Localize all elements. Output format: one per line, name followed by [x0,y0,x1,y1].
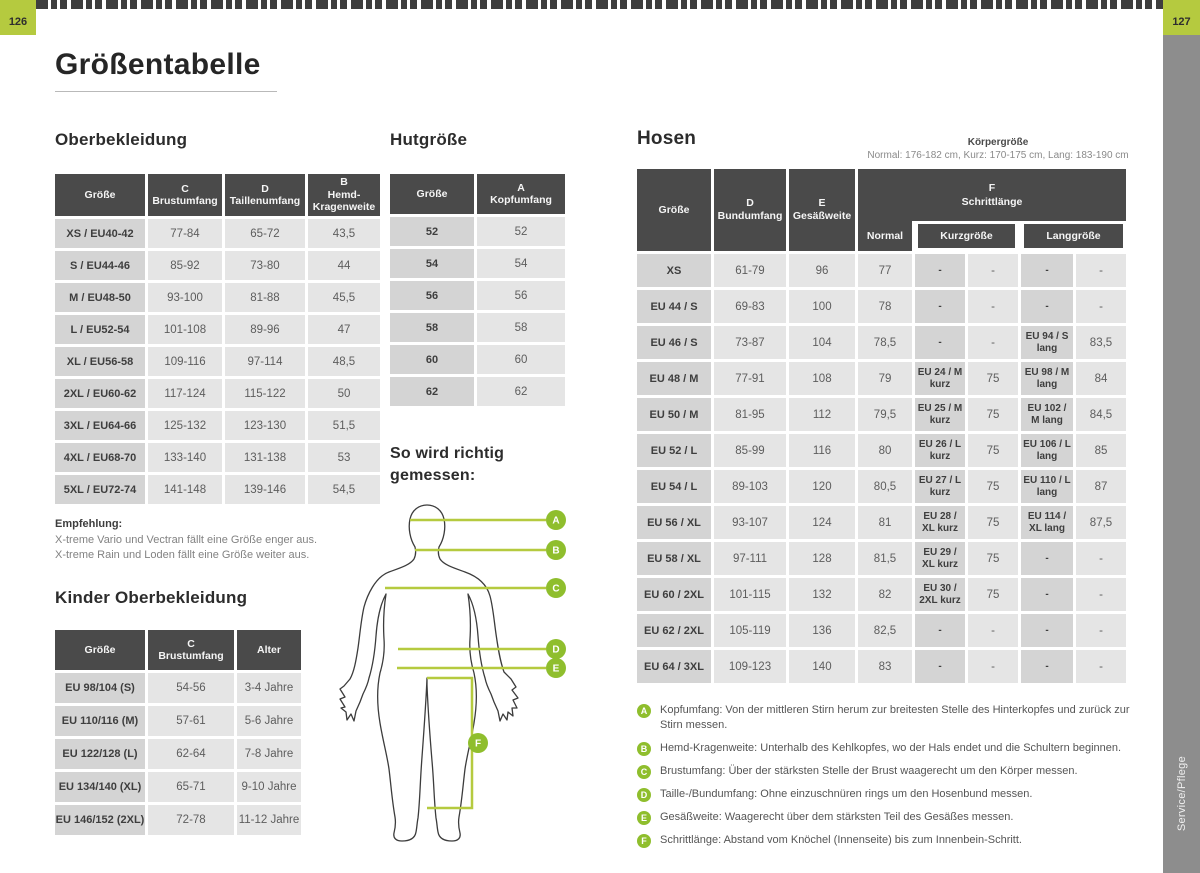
value-cell: 79,5 [858,398,912,431]
value-cell: 75 [968,542,1018,575]
value-cell: 82,5 [858,614,912,647]
size-cell: EU 56 / XL [637,506,711,539]
table-header-cell [148,174,222,216]
value-cell: 53 [308,443,380,472]
value-cell: 62-64 [148,739,234,769]
column-letter: E [818,197,826,209]
value-cell: 81,5 [858,542,912,575]
legend-text: Taille-/Bundumfang: Ohne einzuschnüren rings um den Hosenbund messen. [660,788,1033,800]
value-cell: 5-6 Jahre [237,706,301,736]
value-cell: 97-114 [225,347,305,376]
table-header-cell [477,174,565,214]
value-cell: 132 [789,578,855,611]
size-cell: EU 122/128 (L) [55,739,145,769]
page-number-right: 127 [1163,0,1200,35]
table-header-cell [637,169,711,251]
size-cell: 5XL / EU72-74 [55,475,145,504]
value-cell: 79 [858,362,912,395]
svg-text:B: B [552,545,560,557]
value-cell: 139-146 [225,475,305,504]
value-cell: 83,5 [1076,326,1126,359]
value-cell: 117-124 [148,379,222,408]
legend-badge: F [637,834,651,848]
measure-badge-c [546,578,566,598]
value-cell: 112 [789,398,855,431]
column-label: Bundumfang [717,210,783,222]
subheader-langgroesse: Langgröße [1021,221,1126,251]
size-cell: EU 26 / L kurz [915,434,965,467]
schrittlaenge-header-group [858,169,1126,251]
size-cell: - [1021,254,1073,287]
koerpergroesse-note [867,137,1129,161]
value-cell: 120 [789,470,855,503]
value-cell: 77-84 [148,219,222,248]
legend-item [637,764,1145,779]
svg-text:C: C [552,583,560,595]
size-cell: EU 134/140 (XL) [55,772,145,802]
koerpergroesse-info: Normal: 176-182 cm, Kurz: 170-175 cm, Lang: 183-190 cm [867,150,1129,161]
hosen-table-header [637,169,1129,251]
measure-badge-d [546,639,566,659]
value-cell: 141-148 [148,475,222,504]
size-cell: L / EU52-54 [55,315,145,344]
value-cell: 56 [477,281,565,310]
value-cell: 81-88 [225,283,305,312]
value-cell: 93-107 [714,506,786,539]
hosen-heading: Hosen [637,128,697,149]
legend-badge: C [637,765,651,779]
legend-text: Gesäßweite: Waagerecht über dem stärksten Teil des Gesäßes messen. [660,811,1014,823]
page-number-left: 126 [0,0,36,35]
koerpergroesse-title: Körpergröße [967,137,1029,148]
value-cell: 133-140 [148,443,222,472]
svg-text:F: F [474,738,482,750]
size-cell: - [1021,614,1073,647]
value-cell: 57-61 [148,706,234,736]
measure-badge-b [546,540,566,560]
value-cell: 52 [477,217,565,246]
column-label: Brustumfang [152,195,218,207]
value-cell: 54 [477,249,565,278]
value-cell: 73-80 [225,251,305,280]
legend-badge: A [637,704,651,718]
value-cell: 77-91 [714,362,786,395]
legend-badge: D [637,788,651,802]
measure-badge-f [468,733,488,753]
value-cell: 65-72 [225,219,305,248]
value-cell: - [1076,614,1126,647]
value-cell: 58 [477,313,565,342]
size-cell: 58 [390,313,474,342]
size-cell: - [1021,542,1073,575]
value-cell: 78 [858,290,912,323]
size-cell: EU 48 / M [637,362,711,395]
size-cell: EU 58 / XL [637,542,711,575]
column-label: Alter [257,643,281,656]
value-cell: 54,5 [308,475,380,504]
size-cell: EU 110 / L lang [1021,470,1073,503]
value-cell: 89-96 [225,315,305,344]
svg-text:E: E [552,663,560,675]
hutgroesse-table [390,174,566,406]
value-cell: 84 [1076,362,1126,395]
size-cell: EU 25 / M kurz [915,398,965,431]
column-label: Gesäßweite [792,210,852,222]
value-cell: 3-4 Jahre [237,673,301,703]
value-cell: - [968,614,1018,647]
value-cell: 69-83 [714,290,786,323]
value-cell: - [968,254,1018,287]
section-tab-label: Service/Pflege [1175,755,1188,831]
table-header-cell [390,174,474,214]
hosen-section [637,128,1129,683]
size-cell: EU 62 / 2XL [637,614,711,647]
oberbekleidung-heading: Oberbekleidung [55,130,188,149]
value-cell: 44 [308,251,380,280]
oberbekleidung-table [55,174,380,504]
table-header-cell [714,169,786,251]
value-cell: 136 [789,614,855,647]
hutgroesse-heading: Hutgröße [390,130,468,149]
page-top-pattern [36,0,1163,9]
value-cell: 7-8 Jahre [237,739,301,769]
size-cell: - [915,650,965,683]
column-label: Größe [416,187,448,200]
value-cell: - [1076,578,1126,611]
value-cell: 73-87 [714,326,786,359]
size-cell: 62 [390,377,474,406]
value-cell: 85-99 [714,434,786,467]
column-label: Kopfumfang [490,194,552,206]
size-cell: - [1021,650,1073,683]
value-cell: 84,5 [1076,398,1126,431]
subheader-kurzgroesse: Kurzgröße [915,221,1018,251]
column-label: Brustumfang [158,650,224,662]
size-cell: EU 50 / M [637,398,711,431]
value-cell: 11-12 Jahre [237,805,301,835]
size-cell: EU 44 / S [637,290,711,323]
size-cell: EU 106 / L lang [1021,434,1073,467]
size-cell: EU 29 / XL kurz [915,542,965,575]
measurement-legend [637,703,1145,856]
table-header-cell [225,174,305,216]
size-cell: EU 24 / M kurz [915,362,965,395]
kinder-heading: Kinder Oberbekleidung [55,588,248,607]
value-cell: - [1076,542,1126,575]
table-header-cell [148,630,234,670]
size-cell: - [915,254,965,287]
value-cell: 128 [789,542,855,575]
value-cell: 115-122 [225,379,305,408]
size-cell: S / EU44-46 [55,251,145,280]
value-cell: 80 [858,434,912,467]
value-cell: 101-108 [148,315,222,344]
value-cell: 9-10 Jahre [237,772,301,802]
value-cell: 54-56 [148,673,234,703]
messen-heading: So wird richtig gemessen: [390,445,505,484]
legend-item [637,833,1145,848]
column-label: Größe [84,643,116,656]
value-cell: 78,5 [858,326,912,359]
legend-item [637,741,1145,756]
value-cell: 104 [789,326,855,359]
value-cell: 82 [858,578,912,611]
value-cell: 77 [858,254,912,287]
size-cell: 4XL / EU68-70 [55,443,145,472]
body-measurement-diagram [330,495,575,847]
hosen-table [637,254,1129,683]
svg-text:A: A [552,515,560,527]
value-cell: 85-92 [148,251,222,280]
table-header-cell [55,630,145,670]
size-cell: - [915,326,965,359]
size-cell: EU 102 / M lang [1021,398,1073,431]
size-cell: EU 146/152 (2XL) [55,805,145,835]
measure-badge-e [546,658,566,678]
value-cell: 45,5 [308,283,380,312]
table-header-cell [55,174,145,216]
legend-text: Hemd-Kragenweite: Unterhalb des Kehlkopfes, wo der Hals endet und die Schultern beginnen. [660,742,1122,754]
page-title: Größentabelle [55,48,277,92]
column-letter: F [988,182,996,194]
size-cell: 2XL / EU60-62 [55,379,145,408]
legend-text: Schrittlänge: Abstand vom Knöchel (Innenseite) bis zum Innenbein-Schritt. [660,834,1022,846]
value-cell: 75 [968,362,1018,395]
legend-item [637,703,1145,733]
column-letter: C [187,637,195,650]
legend-text: Kopfumfang: Von der mittleren Stirn herum zur breitesten Stelle des Hinterkopfes und zurück zur Stirn messen. [660,704,1130,731]
column-label: Schrittlänge [961,196,1023,208]
column-letter: A [517,181,525,194]
value-cell: - [1076,290,1126,323]
hutgroesse-section [390,130,566,406]
empfehlung-line: X-treme Vario und Vectran fällt eine Größe enger aus. [55,534,318,546]
value-cell: 72-78 [148,805,234,835]
column-label: Taillenumfang [229,195,301,207]
table-header-cell [237,630,301,670]
value-cell: - [1076,650,1126,683]
value-cell: 131-138 [225,443,305,472]
size-cell: - [915,290,965,323]
size-cell: EU 28 / XL kurz [915,506,965,539]
value-cell: 109-123 [714,650,786,683]
value-cell: 51,5 [308,411,380,440]
value-cell: 123-130 [225,411,305,440]
value-cell: 60 [477,345,565,374]
section-tab-service-pflege [1163,35,1200,873]
size-cell: 54 [390,249,474,278]
size-cell: XS [637,254,711,287]
column-letter: C [181,182,189,195]
size-cell: EU 114 / XL lang [1021,506,1073,539]
value-cell: - [968,650,1018,683]
value-cell: - [968,290,1018,323]
value-cell: 89-103 [714,470,786,503]
size-cell: - [1021,290,1073,323]
size-cell: 3XL / EU64-66 [55,411,145,440]
column-label: Größe [84,188,116,201]
body-silhouette [340,505,518,841]
value-cell: 124 [789,506,855,539]
value-cell: 43,5 [308,219,380,248]
value-cell: - [1076,254,1126,287]
size-cell: 52 [390,217,474,246]
value-cell: 125-132 [148,411,222,440]
value-cell: 87,5 [1076,506,1126,539]
value-cell: 109-116 [148,347,222,376]
size-cell: EU 52 / L [637,434,711,467]
value-cell: 75 [968,470,1018,503]
size-cell: EU 98 / M lang [1021,362,1073,395]
legend-item [637,787,1145,802]
column-letter: B [340,176,348,189]
value-cell: 101-115 [714,578,786,611]
column-letter: D [261,182,269,195]
value-cell: 93-100 [148,283,222,312]
size-cell: EU 94 / S lang [1021,326,1073,359]
value-cell: 96 [789,254,855,287]
size-cell: XL / EU56-58 [55,347,145,376]
value-cell: 80,5 [858,470,912,503]
table-header-cell [789,169,855,251]
size-cell: EU 64 / 3XL [637,650,711,683]
legend-badge: E [637,811,651,825]
subheader-normal: Normal [858,221,912,251]
kinder-table [55,630,301,835]
size-cell: - [915,614,965,647]
size-cell: XS / EU40-42 [55,219,145,248]
value-cell: 140 [789,650,855,683]
table-header-cell [858,169,1126,221]
legend-text: Brustumfang: Über der stärksten Stelle der Brust waagerecht um den Körper messen. [660,765,1078,777]
value-cell: 83 [858,650,912,683]
measure-badge-a [546,510,566,530]
kinder-section [55,588,301,835]
value-cell: 87 [1076,470,1126,503]
size-cell: EU 27 / L kurz [915,470,965,503]
value-cell: 62 [477,377,565,406]
value-cell: 47 [308,315,380,344]
size-cell: EU 110/116 (M) [55,706,145,736]
value-cell: 105-119 [714,614,786,647]
schrittlaenge-subheader [858,221,1126,251]
value-cell: 108 [789,362,855,395]
legend-badge: B [637,742,651,756]
column-label: Hemd-Kragenweite [312,188,376,214]
value-cell: 100 [789,290,855,323]
size-cell: 56 [390,281,474,310]
value-cell: 75 [968,578,1018,611]
legend-item [637,810,1145,825]
value-cell: 75 [968,434,1018,467]
size-cell: M / EU48-50 [55,283,145,312]
value-cell: 48,5 [308,347,380,376]
messen-section [390,443,562,487]
value-cell: 61-79 [714,254,786,287]
value-cell: - [968,326,1018,359]
svg-text:D: D [552,644,560,656]
size-cell: EU 54 / L [637,470,711,503]
column-label: Größe [658,203,690,216]
size-cell: 60 [390,345,474,374]
value-cell: 75 [968,398,1018,431]
size-cell: - [1021,578,1073,611]
value-cell: 50 [308,379,380,408]
value-cell: 75 [968,506,1018,539]
table-header-cell [308,174,380,216]
value-cell: 65-71 [148,772,234,802]
size-cell: EU 30 / 2XL kurz [915,578,965,611]
empfehlung-line: X-treme Rain und Loden fällt eine Größe weiter aus. [55,549,310,561]
value-cell: 85 [1076,434,1126,467]
value-cell: 81-95 [714,398,786,431]
size-cell: EU 60 / 2XL [637,578,711,611]
size-cell: EU 98/104 (S) [55,673,145,703]
value-cell: 97-111 [714,542,786,575]
value-cell: 81 [858,506,912,539]
column-letter: D [746,197,754,209]
empfehlung-title: Empfehlung: [55,518,123,530]
size-cell: EU 46 / S [637,326,711,359]
value-cell: 116 [789,434,855,467]
